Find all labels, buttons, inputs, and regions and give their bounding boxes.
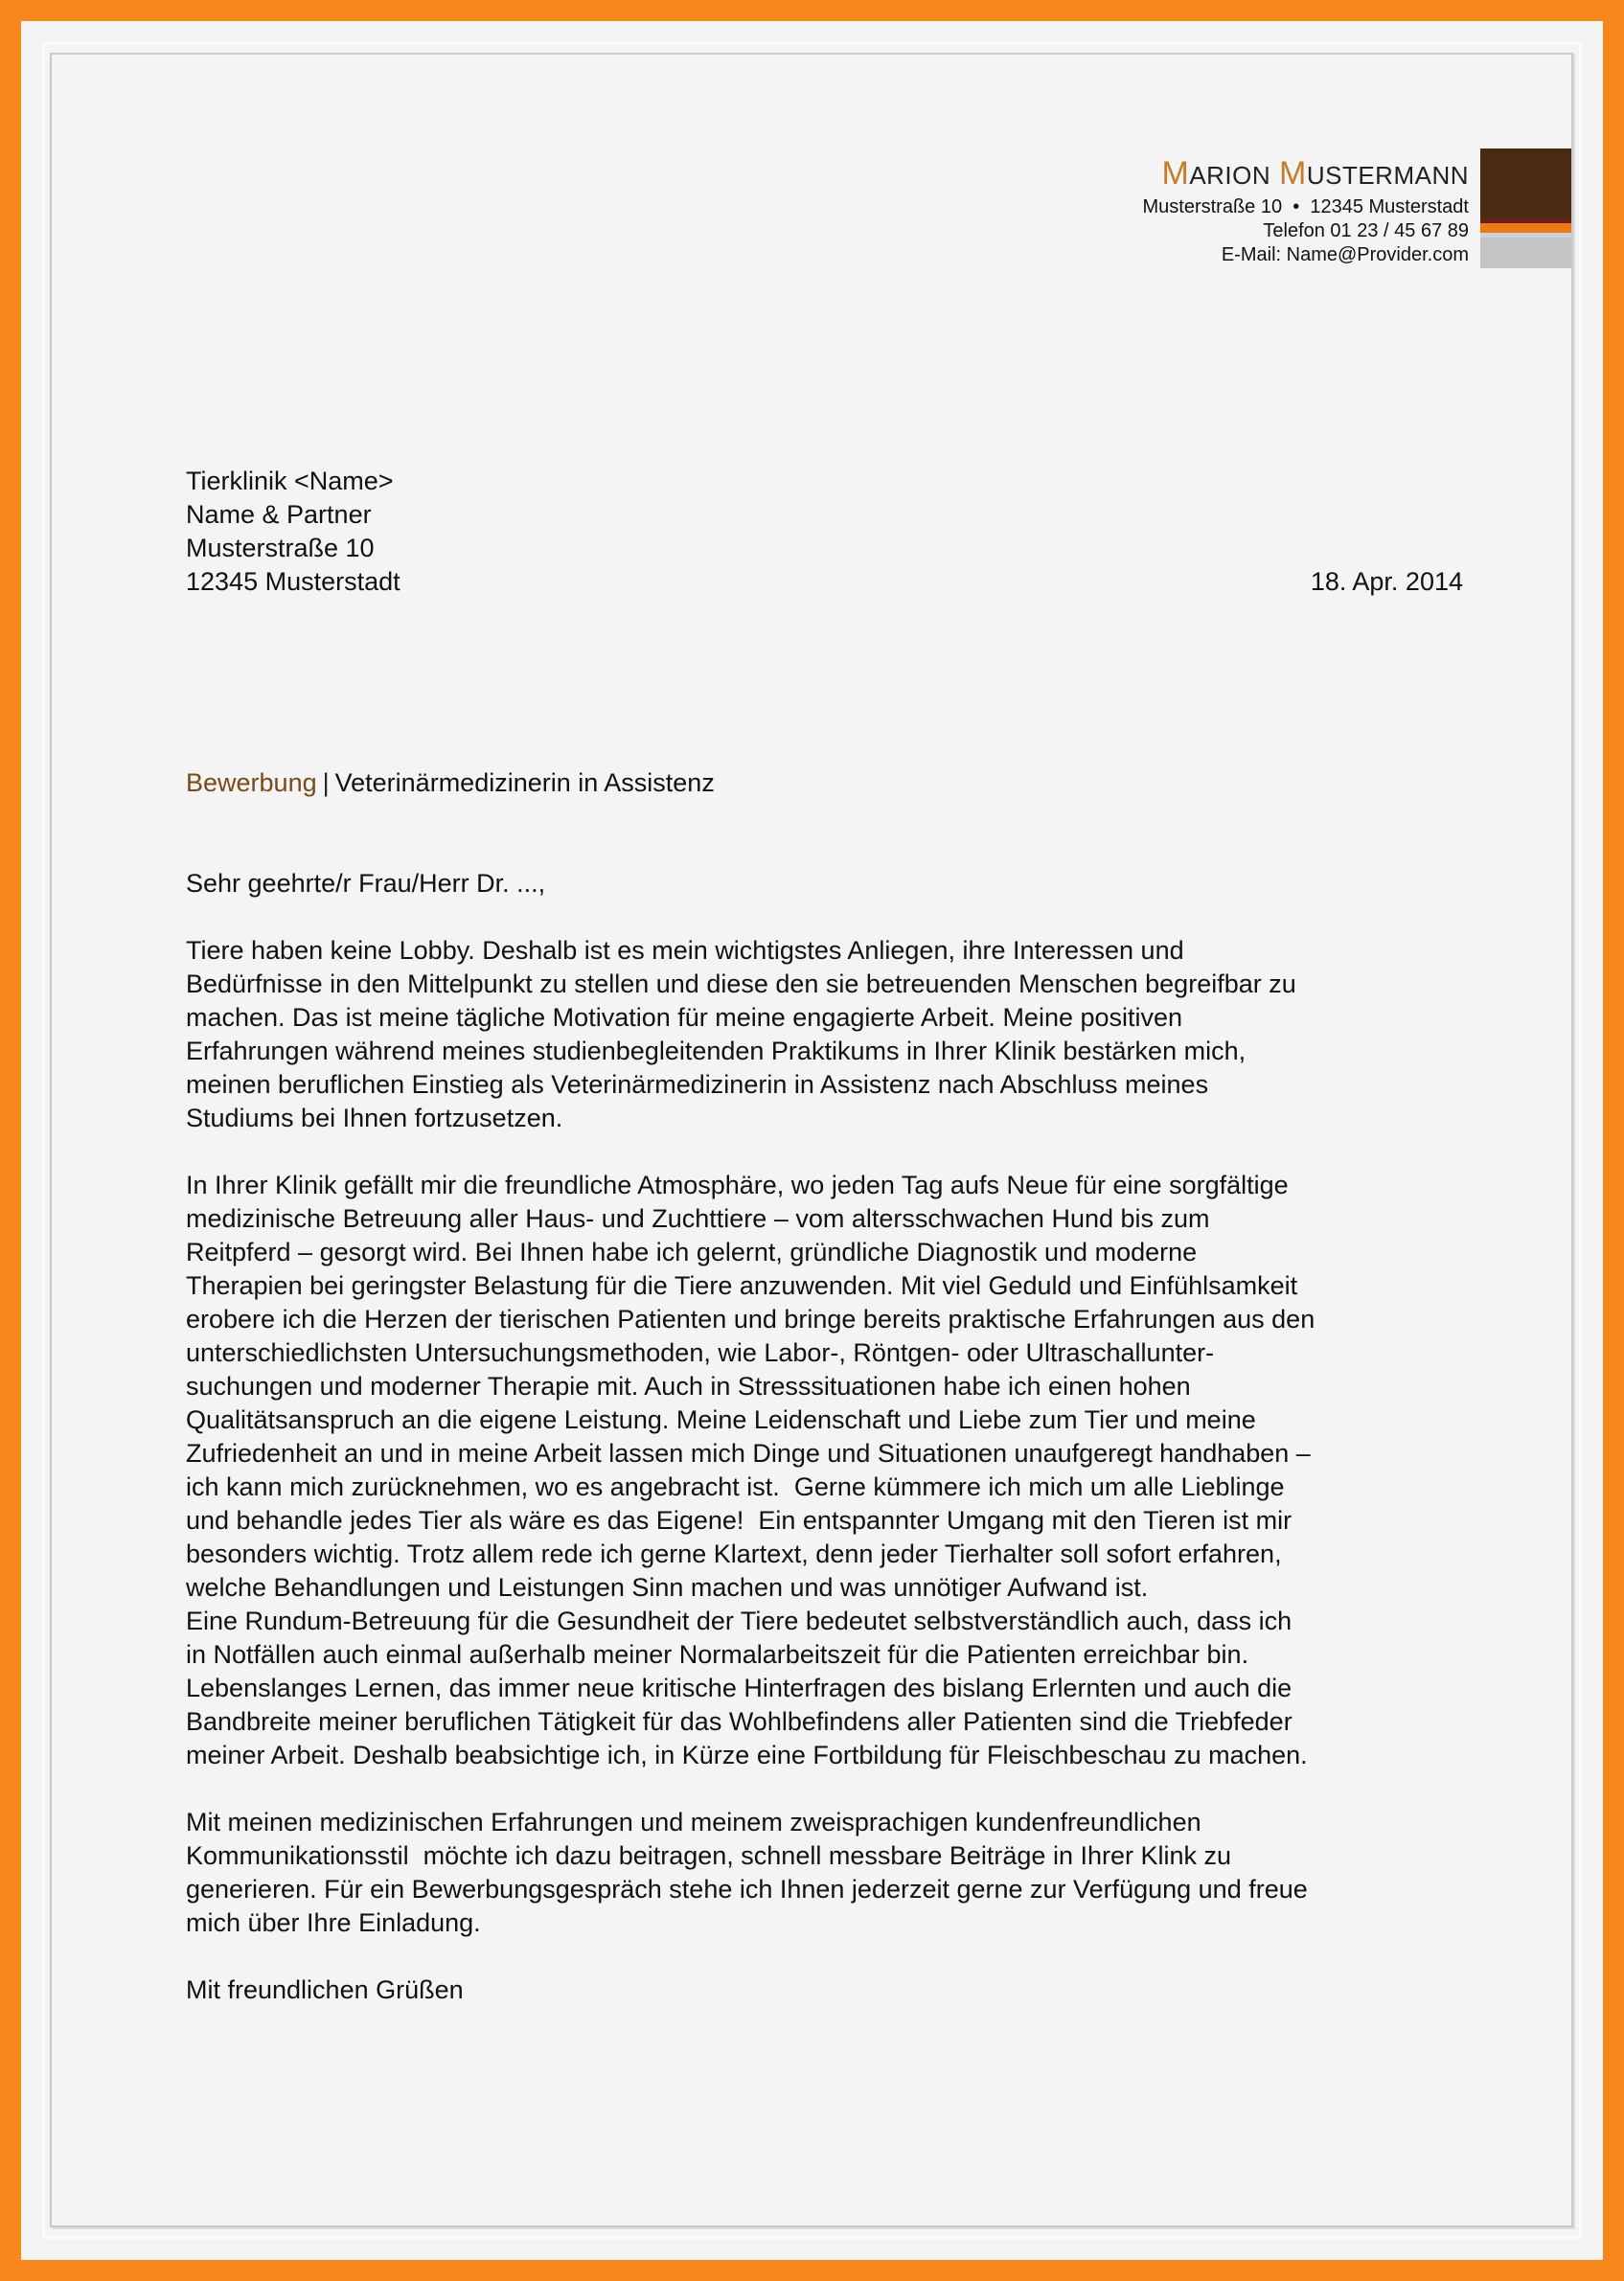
body-line: in Notfällen auch einmal außerhalb meiner Normalarbeitszeit für die Patienten erreichbar bin.: [186, 1640, 1249, 1669]
sender-letterhead: [1143, 153, 1470, 267]
body-line: besonders wichtig. Trotz allem rede ich gerne Klartext, denn jeder Tierhalter soll sofort erfahren,: [186, 1540, 1282, 1568]
body-line: In Ihrer Klinik gefällt mir die freundliche Atmosphäre, wo jeden Tag aufs Neue für eine sorgfältige: [186, 1171, 1289, 1199]
body-line: Bandbreite meiner beruflichen Tätigkeit für das Wohlbefindens aller Patienten sind die Triebfeder: [186, 1707, 1292, 1736]
body-line: Bedürfnisse in den Mittelpunkt zu stellen und diese den sie betreuenden Menschen begreifbar zu: [186, 969, 1296, 998]
recipient-address: [186, 465, 400, 599]
paragraph-4: [186, 1806, 1489, 1940]
subject-keyword: Bewerbung: [186, 768, 317, 797]
body-line: Tiere haben keine Lobby. Deshalb ist es mein wichtigstes Anliegen, ihre Interessen und: [186, 936, 1184, 965]
color-block-brown: [1480, 148, 1571, 218]
body-line: Erfahrungen während meines studienbegleitenden Praktikums in Ihrer Klinik bestärken mich,: [186, 1037, 1247, 1065]
letter-date: 18. Apr. 2014: [1310, 567, 1463, 596]
body-line: meiner Arbeit. Deshalb beabsichtige ich, in Kürze eine Fortbildung für Fleischbeschau zu machen.: [186, 1741, 1308, 1769]
sender-name: [1143, 153, 1470, 195]
subject-separator: |: [322, 768, 330, 797]
body-line: medizinische Betreuung aller Haus- und Zuchttiere – vom altersschwachen Hund bis zum: [186, 1204, 1210, 1233]
body-line: Therapien bei geringster Belastung für die Tiere anzuwenden. Mit viel Geduld und Einfühlsamkeit: [186, 1271, 1298, 1300]
body-line: unterschiedlichsten Untersuchungsmethoden, wie Labor-, Röntgen- oder Ultraschallunter-: [186, 1338, 1215, 1367]
body-line: meinen beruflichen Einstieg als Veterinärmedizinerin in Assistenz nach Abschluss meines: [186, 1070, 1209, 1099]
body-line: Qualitätsanspruch an die eigene Leistung. Meine Leidenschaft und Liebe zum Tier und meine: [186, 1405, 1256, 1434]
paragraph-2: [186, 1169, 1489, 1605]
subject-line: [186, 766, 715, 800]
recipient-line: Name & Partner: [186, 500, 372, 529]
color-block-orange: [1480, 223, 1571, 233]
body-line: machen. Das ist meine tägliche Motivation für meine engagierte Arbeit. Meine positiven: [186, 1003, 1183, 1032]
body-line: welche Behandlungen und Leistungen Sinn machen und was unnötiger Aufwand ist.: [186, 1573, 1149, 1602]
recipient-line: Tierklinik <Name>: [186, 467, 394, 495]
sender-email: E-Mail: Name@Provider.com: [1221, 244, 1469, 265]
recipient-line: 12345 Musterstadt: [186, 567, 400, 596]
body-line: Lebenslanges Lernen, das immer neue kritische Hinterfragen des bislang Erlernten und auch die: [186, 1674, 1292, 1702]
sender-address: Musterstraße 10 • 12345 Musterstadt: [1142, 196, 1469, 217]
subject-title: Veterinärmedizinerin in Assistenz: [334, 768, 715, 797]
paragraph-1: [186, 934, 1489, 1135]
body-line: Eine Rundum-Betreuung für die Gesundheit der Tiere bedeutet selbstverständlich auch, dass ich: [186, 1607, 1292, 1635]
body-line: suchungen und moderner Therapie mit. Auch in Stresssituationen habe ich einen hohen: [186, 1372, 1191, 1401]
closing: Mit freundlichen Grüßen: [186, 1975, 464, 2004]
body-line: Mit meinen medizinischen Erfahrungen und meinem zweisprachigen kundenfreundlichen: [186, 1808, 1201, 1836]
body-line: ich kann mich zurücknehmen, wo es angebracht ist. Gerne kümmere ich mich um alle Lieblinge: [186, 1472, 1285, 1501]
first-initial: M: [1161, 155, 1190, 192]
letterhead-color-block: [1480, 148, 1571, 268]
body-line: Kommunikationsstil möchte ich dazu beitragen, schnell messbare Beiträge in Ihrer Klink zu: [186, 1841, 1232, 1870]
paragraph-3: [186, 1605, 1489, 1772]
letter-body: [186, 934, 1489, 2007]
color-block-grey: [1480, 238, 1571, 268]
body-line: Reitpferd – gesorgt wird. Bei Ihnen habe ich gelernt, gründliche Diagnostik und moderne: [186, 1238, 1198, 1266]
body-line: Zufriedenheit an und in meine Arbeit lassen mich Dinge und Situationen unaufgeregt handhaben –: [186, 1439, 1311, 1468]
body-line: mich über Ihre Einladung.: [186, 1908, 481, 1937]
sender-phone: Telefon 01 23 / 45 67 89: [1263, 220, 1469, 241]
last-name-rest: USTERMANN: [1306, 161, 1469, 190]
body-line: erobere ich die Herzen der tierischen Patienten und bringe bereits praktische Erfahrungen aus den: [186, 1305, 1315, 1334]
last-initial: M: [1279, 155, 1307, 192]
body-line: Studiums bei Ihnen fortzusetzen.: [186, 1104, 563, 1132]
first-name-rest: ARION: [1189, 161, 1271, 190]
salutation: Sehr geehrte/r Frau/Herr Dr. ...,: [186, 869, 546, 898]
recipient-line: Musterstraße 10: [186, 534, 375, 562]
body-line: generieren. Für ein Bewerbungsgespräch stehe ich Ihnen jederzeit gerne zur Verfügung und freue: [186, 1875, 1308, 1904]
body-line: und behandle jedes Tier als wäre es das Eigene! Ein entspannter Umgang mit den Tieren ist mir: [186, 1506, 1292, 1535]
